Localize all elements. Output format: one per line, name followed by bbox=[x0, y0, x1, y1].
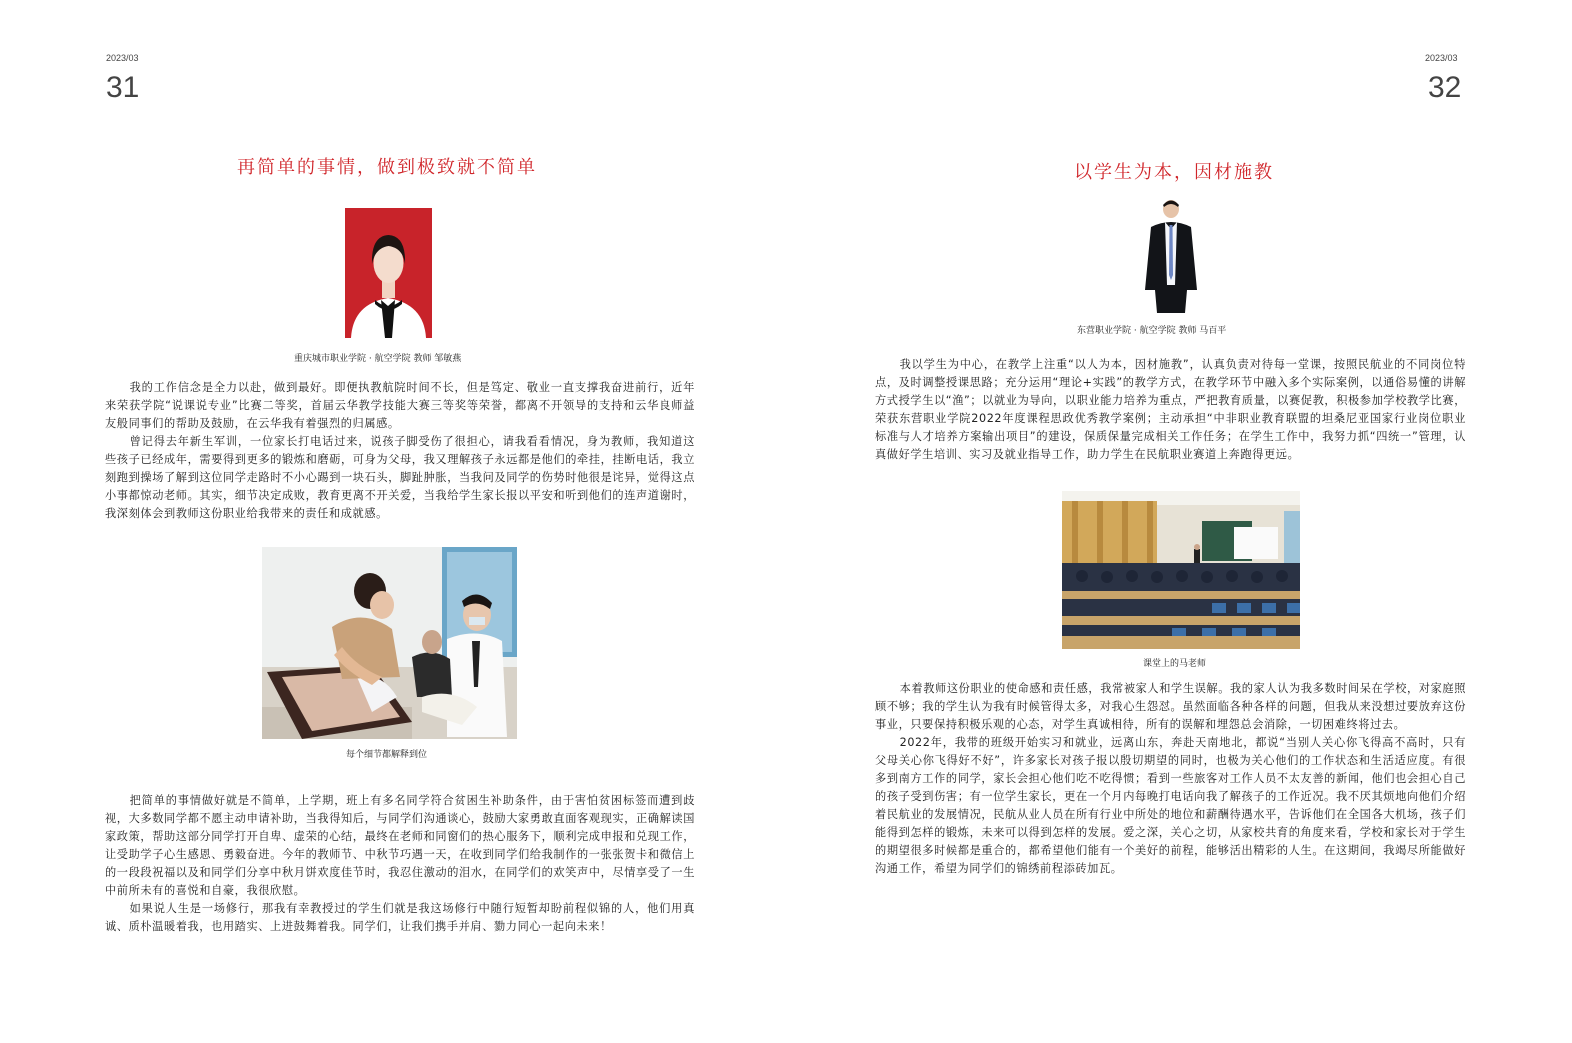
body-section-2 bbox=[105, 792, 695, 936]
photo-caption: 课堂上的马老师 bbox=[1143, 659, 1207, 669]
issue-date: 2023/03 bbox=[106, 53, 139, 63]
page-number: 31 bbox=[106, 71, 140, 104]
body-section-2 bbox=[875, 680, 1466, 878]
body-section-1 bbox=[105, 379, 695, 523]
issue-date: 2023/03 bbox=[1425, 53, 1458, 63]
paragraph: 我的工作信念是全力以赴，做到最好。即便执教航院时间不长，但是笃定、敬业一直支撑我奋进前行，近年来荣获学院“说课说专业”比赛二等奖，首届云华教学技能大赛三等奖等荣誉，都离不开领导的支持和云华良师益友般同事们的帮助及鼓励，在云华我有着强烈的归属感。 bbox=[105, 381, 695, 430]
classroom-photo bbox=[1062, 491, 1300, 649]
page-number: 32 bbox=[1428, 71, 1462, 104]
portrait-caption: 重庆城市职业学院 · 航空学院 教师 邹敏燕 bbox=[294, 354, 462, 364]
paragraph: 如果说人生是一场修行，那我有幸教授过的学生们就是我这场修行中随行短暂却盼前程似锦的人，他们用真诚、质朴温暖着我，也用踏实、上进鼓舞着我。同学们，让我们携手并肩、勠力同心一起向未来！ bbox=[105, 902, 695, 933]
article-title: 再简单的事情，做到极致就不简单 bbox=[237, 157, 537, 178]
paragraph: 曾记得去年新生军训，一位家长打电话过来，说孩子脚受伤了很担心，请我看看情况，身为教师，我知道这些孩子已经成年，需要得到更多的锻炼和磨砺，可身为父母，我又理解孩子永远都是他们的牵挂，挂断电话，我立刻跑到操场了解到这位同学走路时不小心踢到一块石头，脚趾肿胀，当我问及同学的伤势时他很是诧异，觉得这点小事都惊动老师。其实，细节决定成败，教育更离不开关爱，当我给学生家长报以平安和听到他们的连声道谢时，我深刻体会到教师这份职业给我带来的责任和成就感。 bbox=[105, 435, 695, 520]
paragraph: 我以学生为中心，在教学上注重“以人为本，因材施教”，认真负责对待每一堂课，按照民航业的不同岗位特点，及时调整授课思路；充分运用“理论+实践”的教学方式，在教学环节中融入多个实际案例，以通俗易懂的讲解方式授学生以“渔”；以就业为导向，以职业能力培养为重点，严把教育质量，以赛促教，积极参加学校教学比赛，荣获东营职业学院2022年度课程思政优秀教学案例；主动承担“中非职业教育联盟的坦桑尼亚国家行业岗位职业标准与人才培养方案输出项目”的建设，保质保量完成相关工作任务；在学生工作中，我努力抓“四统一”管理，认真做好学生培训、实习及就业指导工作，助力学生在民航职业赛道上奔跑得更远。 bbox=[875, 358, 1466, 461]
dorm-scene-illustration bbox=[262, 547, 517, 739]
portrait-illustration bbox=[345, 208, 432, 338]
unpacking-photo bbox=[262, 547, 517, 739]
portrait-illustration bbox=[1141, 195, 1201, 315]
paragraph: 把简单的事情做好就是不简单，上学期，班上有多名同学符合贫困生补助条件，由于害怕贫困标签而遭到歧视，大多数同学都不愿主动申请补助，当我得知后，与同学们沟通谈心，鼓励大家勇敢直面客观现实，正确解读国家政策，帮助这部分同学打开自卑、虚荣的心结，最终在老师和同窗们的热心服务下，顺利完成申报和兑现工作，让受助学子心生感恩、勇毅奋进。今年的教师节、中秋节巧遇一天，在收到同学们给我制作的一张张贺卡和微信上的一段段祝福以及和同学们分享中秋月饼欢度佳节时，我忍住激动的泪水，在同学们的欢笑声中，尽情享受了一生中前所未有的喜悦和自豪，我很欣慰。 bbox=[105, 794, 695, 897]
teacher-portrait-photo bbox=[1141, 195, 1201, 315]
portrait-caption: 东营职业学院 · 航空学院 教师 马百平 bbox=[1077, 326, 1227, 336]
paragraph: 2022年，我带的班级开始实习和就业，远离山东，奔赴天南地北，都说“当别人关心你飞得高不高时，只有父母关心你飞得好不好”，许多家长对孩子报以殷切期望的同时，也极为关心他们的工作状态和生活适应度。有很多到南方工作的同学，家长会担心他们吃不吃得惯；看到一些旅客对工作人员不太友善的新闻，他们也会担心自己的孩子受到伤害；有一位学生家长，更在一个月内每晚打电话向我了解孩子的工作近况。我不厌其烦地向他们介绍着民航业的发展情况，民航从业人员在所有行业中所处的地位和薪酬待遇水平，告诉他们在全国各大机场，孩子们能得到怎样的锻炼，未来可以得到怎样的发展。爱之深，关心之切，从家校共育的角度来看，学校和家长对于学生的期望很多时候都是重合的，都希望他们能有一个美好的前程，能够活出精彩的人生。在这期间，我竭尽所能做好沟通工作，希望为同学们的锦绣前程添砖加瓦。 bbox=[875, 736, 1466, 875]
classroom-illustration bbox=[1062, 491, 1300, 649]
teacher-portrait-photo bbox=[345, 208, 432, 338]
photo-caption: 每个细节都解释到位 bbox=[346, 750, 428, 760]
paragraph: 本着教师这份职业的使命感和责任感，我常被家人和学生误解。我的家人认为我多数时间呆在学校，对家庭照顾不够；我的学生认为我有时候管得太多，对我心生怨怼。虽然面临各种各样的问题，但我从来没想过要放弃这份事业，只要保持积极乐观的心态，对学生真诚相待，所有的误解和埋怨总会消除，一切困难终将过去。 bbox=[875, 682, 1466, 731]
article-title: 以学生为本，因材施教 bbox=[1074, 162, 1274, 183]
body-section-1 bbox=[875, 356, 1466, 464]
right-page bbox=[786, 0, 1572, 1043]
